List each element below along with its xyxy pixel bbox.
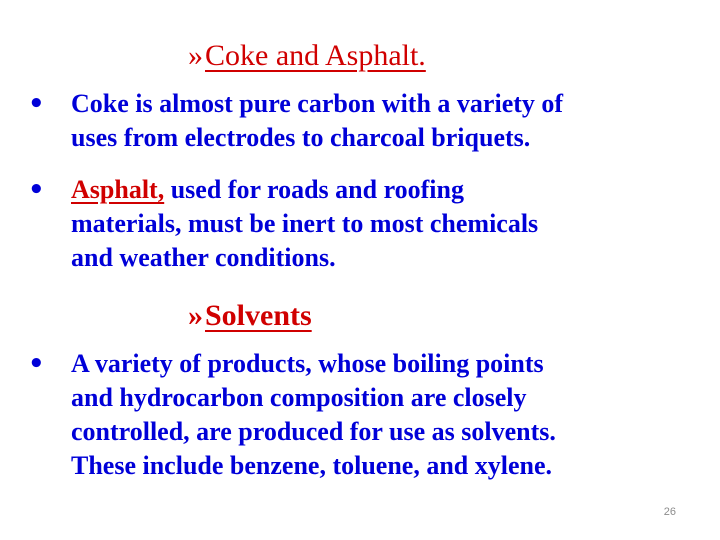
bullet-line: and hydrocarbon composition are closely xyxy=(71,383,527,412)
chevron-bullet-icon: » xyxy=(188,299,203,332)
bullet-line: A variety of products, whose boiling points xyxy=(71,349,544,378)
bullet-line: These include benzene, toluene, and xylene. xyxy=(71,451,553,480)
bullet-solvents xyxy=(28,347,708,483)
bullet-icon: • xyxy=(28,89,45,119)
heading-text: Coke and Asphalt. xyxy=(205,39,426,72)
bullet-coke xyxy=(28,87,708,155)
asphalt-link[interactable]: Asphalt, xyxy=(71,175,165,204)
bullet-asphalt xyxy=(28,173,708,275)
heading-text: Solvents xyxy=(205,299,312,332)
bullet-line-rest: used for roads and roofing xyxy=(164,175,464,204)
bullet-icon: • xyxy=(28,349,45,379)
bullet-line: and weather conditions. xyxy=(71,243,336,272)
bullet-icon: • xyxy=(28,175,45,205)
section-heading-coke-asphalt xyxy=(188,38,426,74)
page-number: 26 xyxy=(663,506,676,518)
bullet-line: controlled, are produced for use as solvents. xyxy=(71,417,556,446)
bullet-line: uses from electrodes to charcoal briquets. xyxy=(71,123,531,152)
bullet-line xyxy=(71,173,708,207)
bullet-line: Coke is almost pure carbon with a variety of xyxy=(71,89,564,118)
section-heading-solvents xyxy=(188,298,312,334)
chevron-bullet-icon: » xyxy=(188,39,203,72)
bullet-line: materials, must be inert to most chemicals xyxy=(71,209,539,238)
